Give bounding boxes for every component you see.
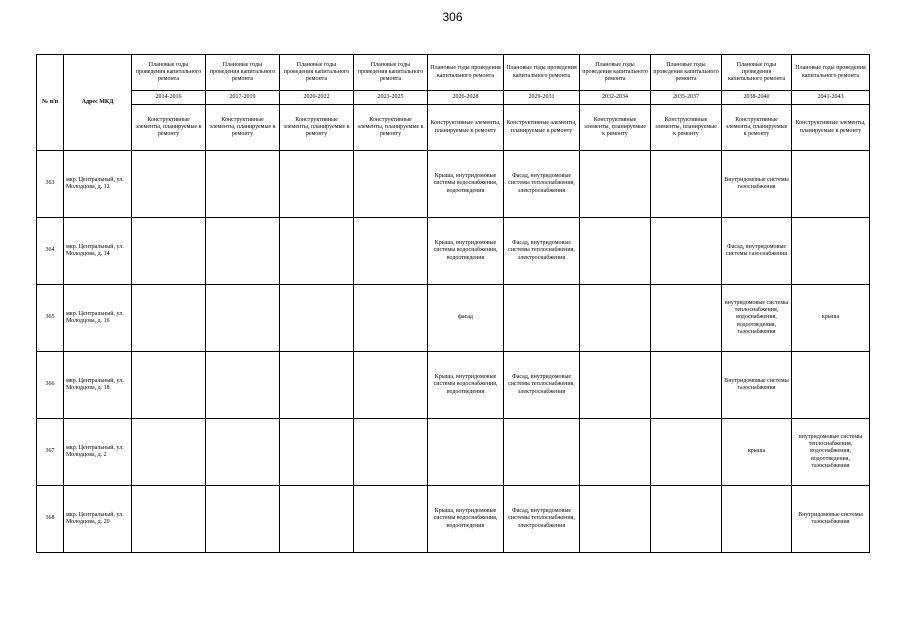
repair-elements-cell <box>280 352 354 419</box>
elements-header: Конструктивные элементы, планируемые к ремонту <box>206 105 280 151</box>
repair-elements-cell <box>132 486 206 553</box>
repair-elements-cell: Внутридомовые системы газоснабжения <box>722 352 792 419</box>
building-address: мкр. Центральный, ул. Молодцова, д. 20 <box>64 486 132 553</box>
repair-elements-cell <box>280 218 354 285</box>
repair-elements-cell <box>722 486 792 553</box>
building-address: мкр. Центральный, ул. Молодцова, д. 2 <box>64 419 132 486</box>
repair-elements-cell <box>580 352 651 419</box>
repair-elements-cell <box>504 285 580 352</box>
repair-elements-cell: фасад <box>428 285 504 352</box>
repair-elements-cell <box>651 352 722 419</box>
row-number: 367 <box>37 419 64 486</box>
row-number: 363 <box>37 151 64 218</box>
row-number: 364 <box>37 218 64 285</box>
repair-elements-cell <box>280 151 354 218</box>
repair-elements-cell <box>580 218 651 285</box>
period-header: Плановые годы проведения капитального ремонта <box>280 55 354 91</box>
repair-elements-cell: Фасад, внутридомовые системы теплоснабжения, электроснабжения <box>504 151 580 218</box>
year-range: 2032-2034 <box>580 91 651 105</box>
repair-elements-cell <box>504 419 580 486</box>
repair-elements-cell: Фасад, внутридомовые системы теплоснабжения, электроснабжения <box>504 218 580 285</box>
row-number: 366 <box>37 352 64 419</box>
period-header: Плановые годы проведения капитального ремонта <box>580 55 651 91</box>
period-header: Плановые годы проведения капитального ремонта <box>651 55 722 91</box>
header-row-years <box>37 91 870 105</box>
repair-elements-cell <box>354 419 428 486</box>
year-range: 2035-2037 <box>651 91 722 105</box>
repair-elements-cell <box>651 486 722 553</box>
repair-elements-cell <box>280 419 354 486</box>
repair-elements-cell: Крыша, внутридомовые системы водоснабжения, водоотведения <box>428 151 504 218</box>
period-header: Плановые годы проведения капитального ремонта <box>132 55 206 91</box>
year-range: 2029-2031 <box>504 91 580 105</box>
elements-header: Конструктивные элементы, планируемые к ремонту <box>354 105 428 151</box>
table-row <box>37 151 870 218</box>
building-address: мкр. Центральный, ул. Молодцова, д. 18 <box>64 352 132 419</box>
repair-elements-cell <box>354 151 428 218</box>
elements-header: Конструктивные элементы, планируемые к ремонту <box>651 105 722 151</box>
year-range: 2026-2028 <box>428 91 504 105</box>
period-header: Плановые годы проведения капитального ремонта <box>722 55 792 91</box>
header-row-periods <box>37 55 870 91</box>
table-row <box>37 486 870 553</box>
repair-elements-cell <box>580 285 651 352</box>
repair-elements-cell: Фасад, внутридомовые системы теплоснабжения, электроснабжения <box>504 352 580 419</box>
elements-header: Конструктивные элементы, планируемые к ремонту <box>280 105 354 151</box>
repair-elements-cell: внутридомовые системы теплоснабжения, водоснабжения, водоотведения, газоснабжения <box>792 419 870 486</box>
repair-elements-cell: Внутридомовые системы газоснабжения <box>722 151 792 218</box>
building-address: мкр. Центральный, ул. Молодцова, д. 16 <box>64 285 132 352</box>
year-range: 2017-2019 <box>206 91 280 105</box>
repair-elements-cell: Крыша, внутридомовые системы водоснабжения, водоотведения <box>428 218 504 285</box>
repair-elements-cell <box>206 352 280 419</box>
repair-elements-cell: Крыша, внутридомовые системы водоснабжения, водоотведения <box>428 352 504 419</box>
repair-elements-cell <box>651 285 722 352</box>
year-range: 2020-2022 <box>280 91 354 105</box>
repair-elements-cell <box>132 218 206 285</box>
repair-elements-cell: внутридомовые системы теплоснабжения, водоснабжения, водоотведения, газоснабжения <box>722 285 792 352</box>
header-row-elements <box>37 105 870 151</box>
repair-elements-cell: крыша <box>722 419 792 486</box>
period-header: Плановые годы проведения капитального ремонта <box>354 55 428 91</box>
elements-header: Конструктивные элементы, планируемые к ремонту <box>504 105 580 151</box>
year-range: 2041-2043 <box>792 91 870 105</box>
elements-header: Конструктивные элементы, планируемые к ремонту <box>580 105 651 151</box>
elements-header: Конструктивные элементы, планируемые к ремонту <box>792 105 870 151</box>
repair-plan-table <box>36 54 870 553</box>
elements-header: Конструктивные элементы, планируемые к ремонту <box>132 105 206 151</box>
table-row <box>37 218 870 285</box>
repair-elements-cell <box>206 218 280 285</box>
repair-elements-cell <box>580 486 651 553</box>
table-row <box>37 352 870 419</box>
table-row <box>37 285 870 352</box>
repair-elements-cell <box>354 218 428 285</box>
repair-elements-cell <box>792 352 870 419</box>
period-header: Плановые годы проведения капитального ремонта <box>792 55 870 91</box>
repair-elements-cell: Фасад, внутридомовые системы теплоснабжения, электроснабжения <box>504 486 580 553</box>
repair-elements-cell: Фасад, внутридомовые системы газоснабжения <box>722 218 792 285</box>
page-number: 306 <box>442 10 463 24</box>
building-address: мкр. Центральный, ул. Молодцова, д. 14 <box>64 218 132 285</box>
repair-elements-cell <box>428 419 504 486</box>
repair-elements-cell: Внутридомовые системы газоснабжения <box>792 486 870 553</box>
table-row <box>37 419 870 486</box>
column-header-address: Адрес МКД <box>64 55 132 151</box>
table-body <box>37 151 870 553</box>
row-number: 368 <box>37 486 64 553</box>
period-header: Плановые годы проведения капитального ремонта <box>504 55 580 91</box>
repair-elements-cell <box>132 419 206 486</box>
repair-elements-cell <box>651 419 722 486</box>
repair-elements-cell <box>280 285 354 352</box>
elements-header: Конструктивные элементы, планируемые к ремонту <box>428 105 504 151</box>
repair-elements-cell <box>132 285 206 352</box>
repair-elements-cell <box>651 218 722 285</box>
row-number: 365 <box>37 285 64 352</box>
repair-elements-cell <box>354 352 428 419</box>
year-range: 2014-2016 <box>132 91 206 105</box>
repair-elements-cell <box>792 218 870 285</box>
repair-elements-cell <box>280 486 354 553</box>
elements-header: Конструктивные элементы, планируемые к ремонту <box>722 105 792 151</box>
year-range: 2038-2040 <box>722 91 792 105</box>
repair-elements-cell <box>792 151 870 218</box>
repair-elements-cell <box>580 151 651 218</box>
repair-elements-cell <box>580 419 651 486</box>
repair-elements-cell <box>206 151 280 218</box>
column-header-number: № п/п <box>37 55 64 151</box>
repair-elements-cell <box>132 352 206 419</box>
period-header: Плановые годы проведения капитального ремонта <box>428 55 504 91</box>
repair-elements-cell: Крыша, внутридомовые системы водоснабжения, водоотведения <box>428 486 504 553</box>
repair-elements-cell <box>354 285 428 352</box>
year-range: 2023-2025 <box>354 91 428 105</box>
repair-elements-cell <box>206 419 280 486</box>
repair-elements-cell <box>206 486 280 553</box>
repair-elements-cell <box>354 486 428 553</box>
repair-elements-cell <box>206 285 280 352</box>
building-address: мкр. Центральный, ул. Молодцова, д. 12 <box>64 151 132 218</box>
repair-elements-cell <box>132 151 206 218</box>
repair-elements-cell: крыша <box>792 285 870 352</box>
period-header: Плановые годы проведения капитального ремонта <box>206 55 280 91</box>
repair-elements-cell <box>651 151 722 218</box>
